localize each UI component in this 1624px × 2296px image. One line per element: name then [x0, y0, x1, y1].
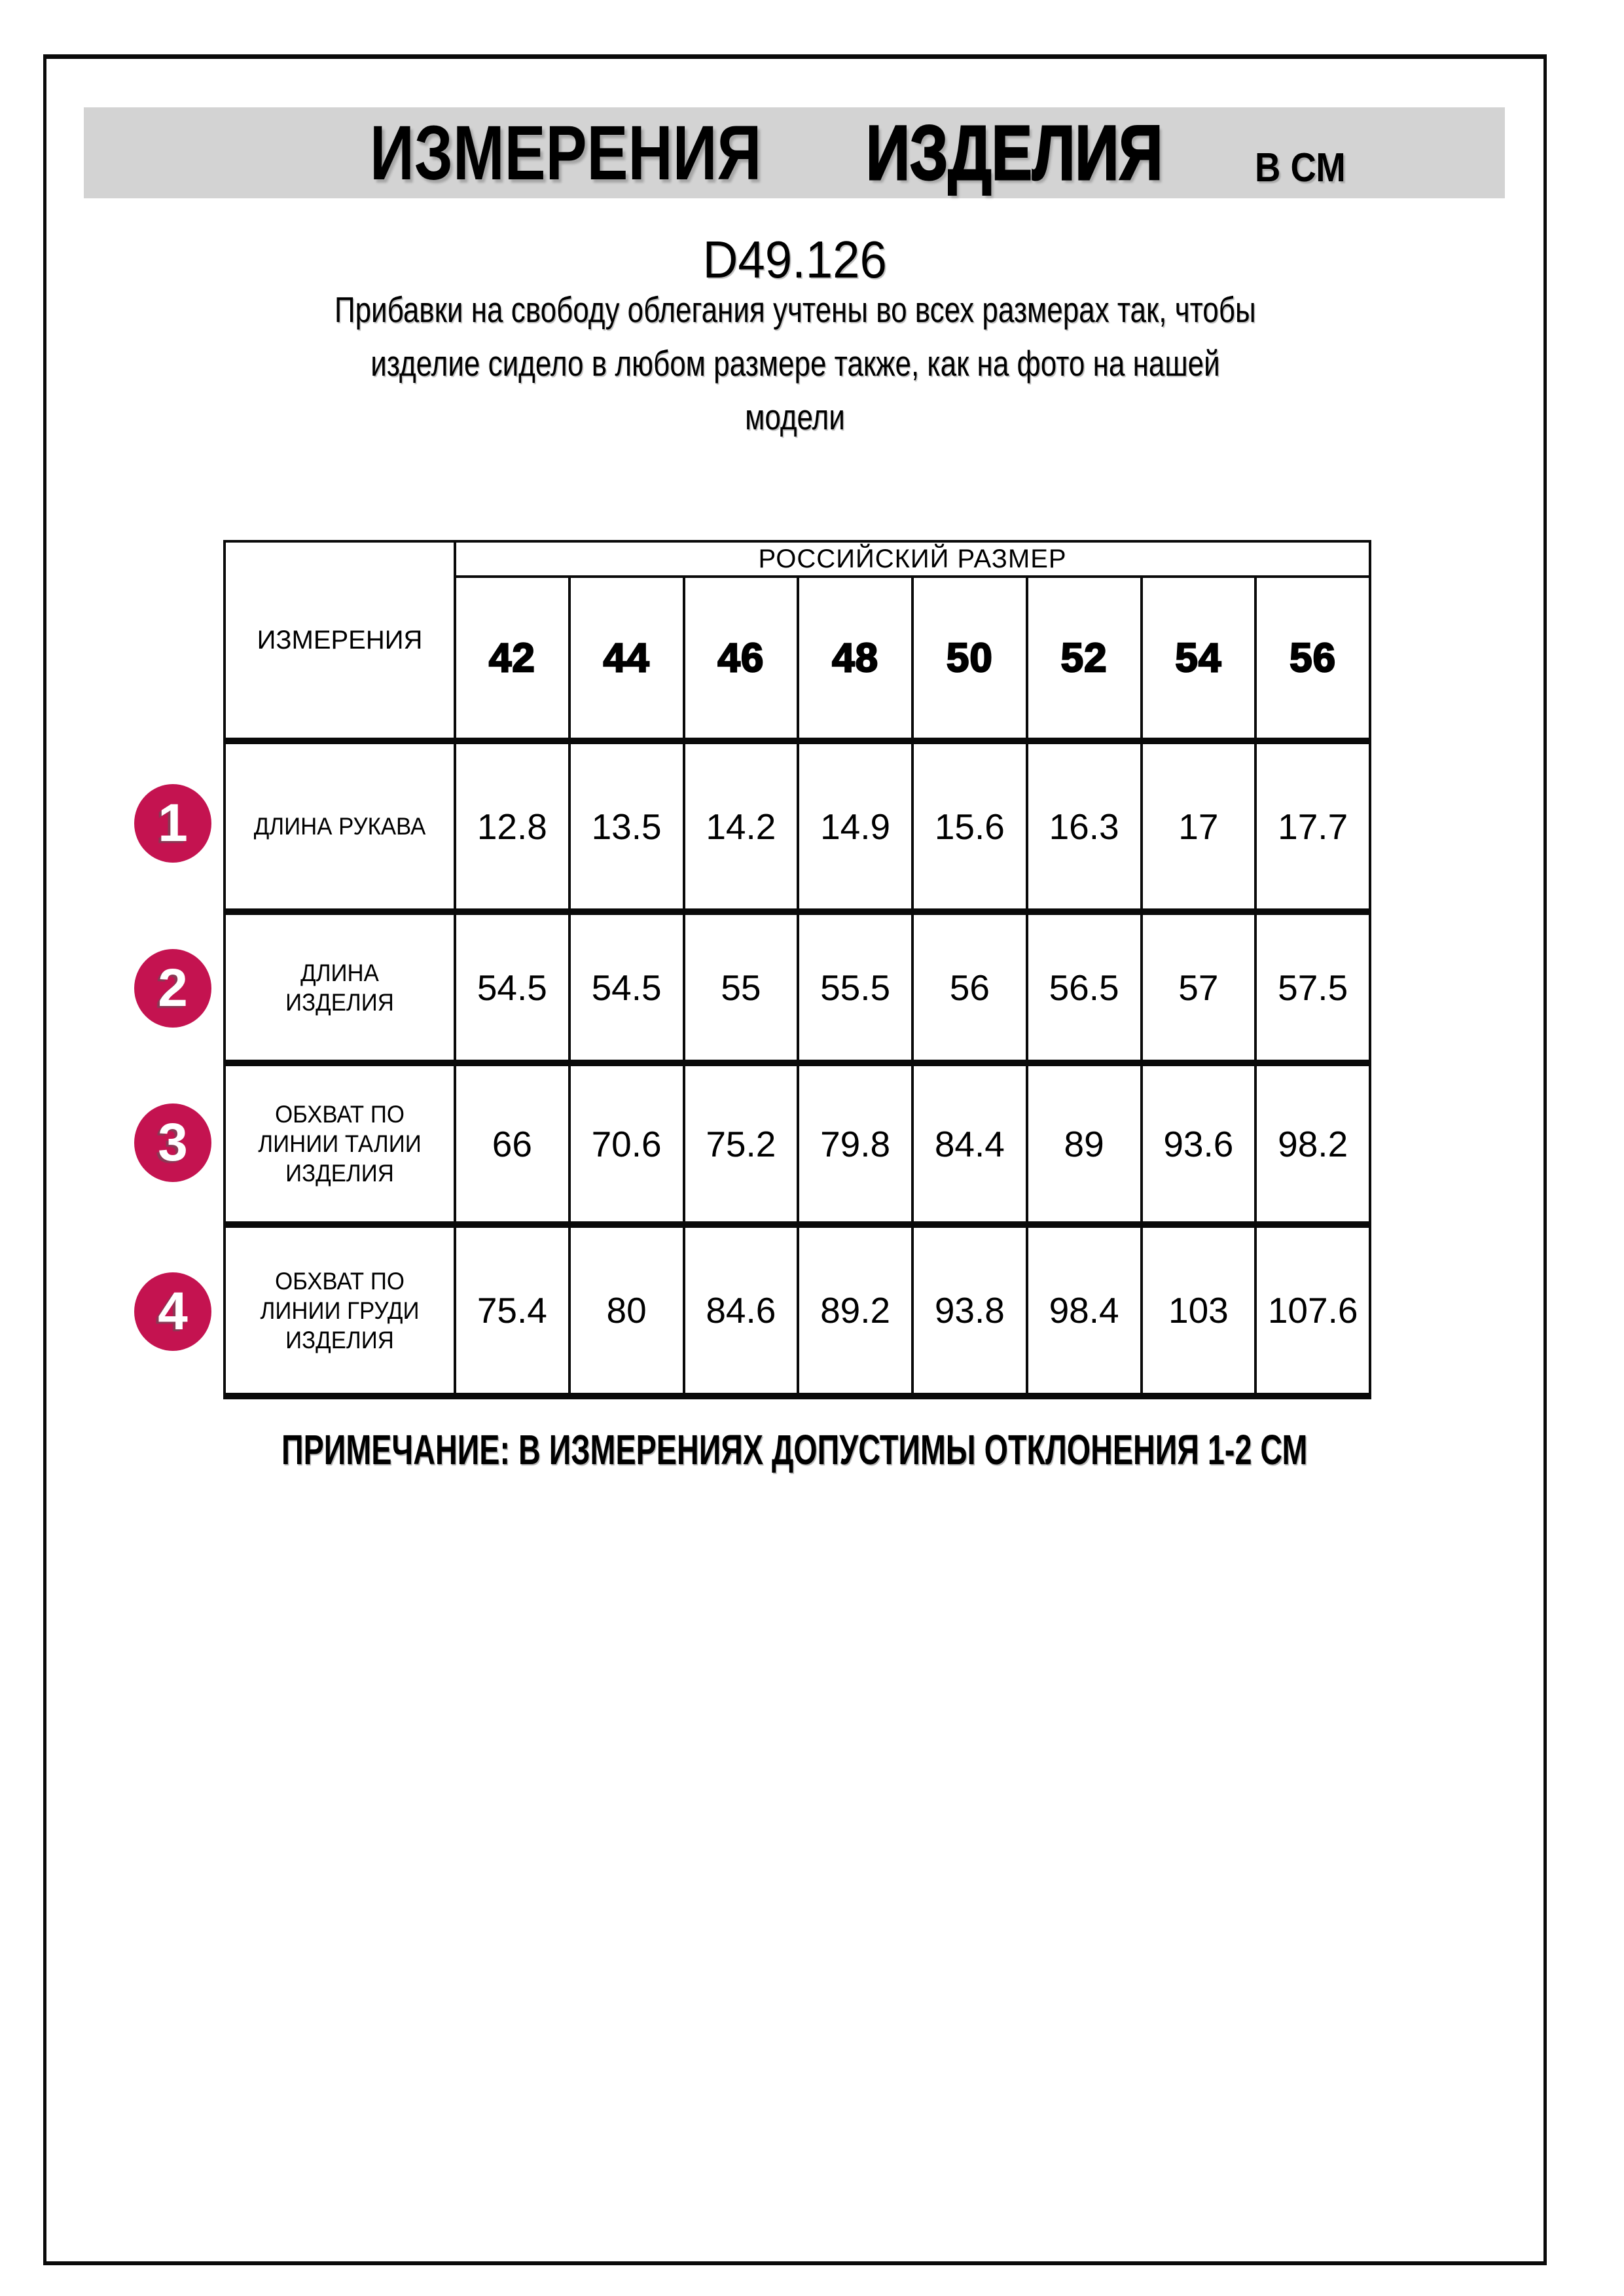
size-header-cell: 52 — [1027, 577, 1142, 741]
description-line-text: изделие сидело в любом размере также, как на фото на нашей — [370, 343, 1220, 384]
page-title-units: В СМ — [1255, 145, 1346, 190]
row-number-badge — [134, 784, 211, 863]
row-label — [225, 741, 455, 912]
value-cell: 55.5 — [798, 912, 912, 1063]
value-cell: 17 — [1142, 741, 1256, 912]
row-label-line: ДЛИНА — [300, 959, 379, 986]
value-cell: 54.5 — [569, 912, 684, 1063]
row-number-badge — [134, 949, 211, 1028]
value-cell: 55 — [684, 912, 799, 1063]
value-cell: 56 — [912, 912, 1027, 1063]
value-cell: 16.3 — [1027, 741, 1142, 912]
measurements-table — [223, 540, 1371, 1399]
size-header-cell: 46 — [684, 577, 799, 741]
row-number: 4 — [158, 1282, 188, 1341]
row-label-line: ИЗДЕЛИЯ — [285, 1160, 394, 1187]
description-line-text: модели — [745, 397, 845, 437]
value-cell: 84.6 — [684, 1225, 799, 1396]
value-cell: 79.8 — [798, 1063, 912, 1225]
value-cell: 84.4 — [912, 1063, 1027, 1225]
table-corner-label: ИЗМЕРЕНИЯ — [225, 541, 455, 741]
size-header-cell: 42 — [455, 577, 569, 741]
row-number: 3 — [158, 1113, 188, 1172]
row-label — [225, 1225, 455, 1396]
table-row — [225, 1063, 1370, 1225]
value-cell: 57.5 — [1255, 912, 1370, 1063]
value-cell: 15.6 — [912, 741, 1027, 912]
value-cell: 80 — [569, 1225, 684, 1396]
value-cell: 93.6 — [1142, 1063, 1256, 1225]
value-cell: 93.8 — [912, 1225, 1027, 1396]
table-row — [225, 741, 1370, 912]
row-label-line: ДЛИНА РУКАВА — [253, 813, 426, 840]
value-cell: 89.2 — [798, 1225, 912, 1396]
value-cell: 54.5 — [455, 912, 569, 1063]
value-cell: 75.2 — [684, 1063, 799, 1225]
row-label-line: ЛИНИИ ТАЛИИ — [258, 1130, 422, 1157]
value-cell: 14.9 — [798, 741, 912, 912]
note-text-inner: ПРИМЕЧАНИЕ: В ИЗМЕРЕНИЯХ ДОПУСТИМЫ ОТКЛОНЕНИЯ 1-2 СМ — [281, 1426, 1308, 1473]
value-cell: 12.8 — [455, 741, 569, 912]
value-cell: 107.6 — [1255, 1225, 1370, 1396]
description-paragraph — [43, 283, 1547, 444]
article-code-text: D49.126 — [702, 230, 888, 289]
size-group-header-row — [225, 541, 1370, 577]
row-label-line: ОБХВАТ ПО — [275, 1267, 405, 1295]
row-label-line: ИЗДЕЛИЯ — [285, 1326, 394, 1354]
page-title-word-izdeliya: ИЗДЕЛИЯ — [866, 110, 1163, 196]
row-label-line: ИЗДЕЛИЯ — [285, 988, 394, 1016]
row-label — [225, 912, 455, 1063]
row-number: 1 — [158, 793, 188, 853]
value-cell: 98.4 — [1027, 1225, 1142, 1396]
size-group-label: РОССИЙСКИЙ РАЗМЕР — [455, 541, 1370, 577]
value-cell: 56.5 — [1027, 912, 1142, 1063]
row-number-badge — [134, 1103, 211, 1182]
row-label-line: ЛИНИИ ГРУДИ — [260, 1297, 420, 1324]
row-label — [225, 1063, 455, 1225]
description-line — [43, 283, 1547, 336]
table-row — [225, 1225, 1370, 1396]
description-line-text: Прибавки на свободу облегания учтены во всех размерах так, чтобы — [334, 289, 1256, 330]
value-cell: 75.4 — [455, 1225, 569, 1396]
value-cell: 103 — [1142, 1225, 1256, 1396]
row-number: 2 — [158, 958, 188, 1018]
description-line — [43, 390, 1547, 444]
size-header-cell: 44 — [569, 577, 684, 741]
value-cell: 13.5 — [569, 741, 684, 912]
value-cell: 17.7 — [1255, 741, 1370, 912]
note-text — [281, 1426, 1624, 1473]
value-cell: 14.2 — [684, 741, 799, 912]
page-title-word-izmereniya: ИЗМЕРЕНИЯ — [370, 110, 762, 196]
size-header-cell: 56 — [1255, 577, 1370, 741]
value-cell: 70.6 — [569, 1063, 684, 1225]
size-header-cell: 50 — [912, 577, 1027, 741]
value-cell: 66 — [455, 1063, 569, 1225]
value-cell: 89 — [1027, 1063, 1142, 1225]
size-header-cell: 54 — [1142, 577, 1256, 741]
value-cell: 98.2 — [1255, 1063, 1370, 1225]
row-number-badge — [134, 1272, 211, 1351]
table-row — [225, 912, 1370, 1063]
article-code — [43, 229, 1547, 291]
value-cell: 57 — [1142, 912, 1256, 1063]
size-table-body — [225, 541, 1370, 1396]
description-line — [43, 336, 1547, 390]
row-label-line: ОБХВАТ ПО — [275, 1101, 405, 1128]
size-header-cell: 48 — [798, 577, 912, 741]
